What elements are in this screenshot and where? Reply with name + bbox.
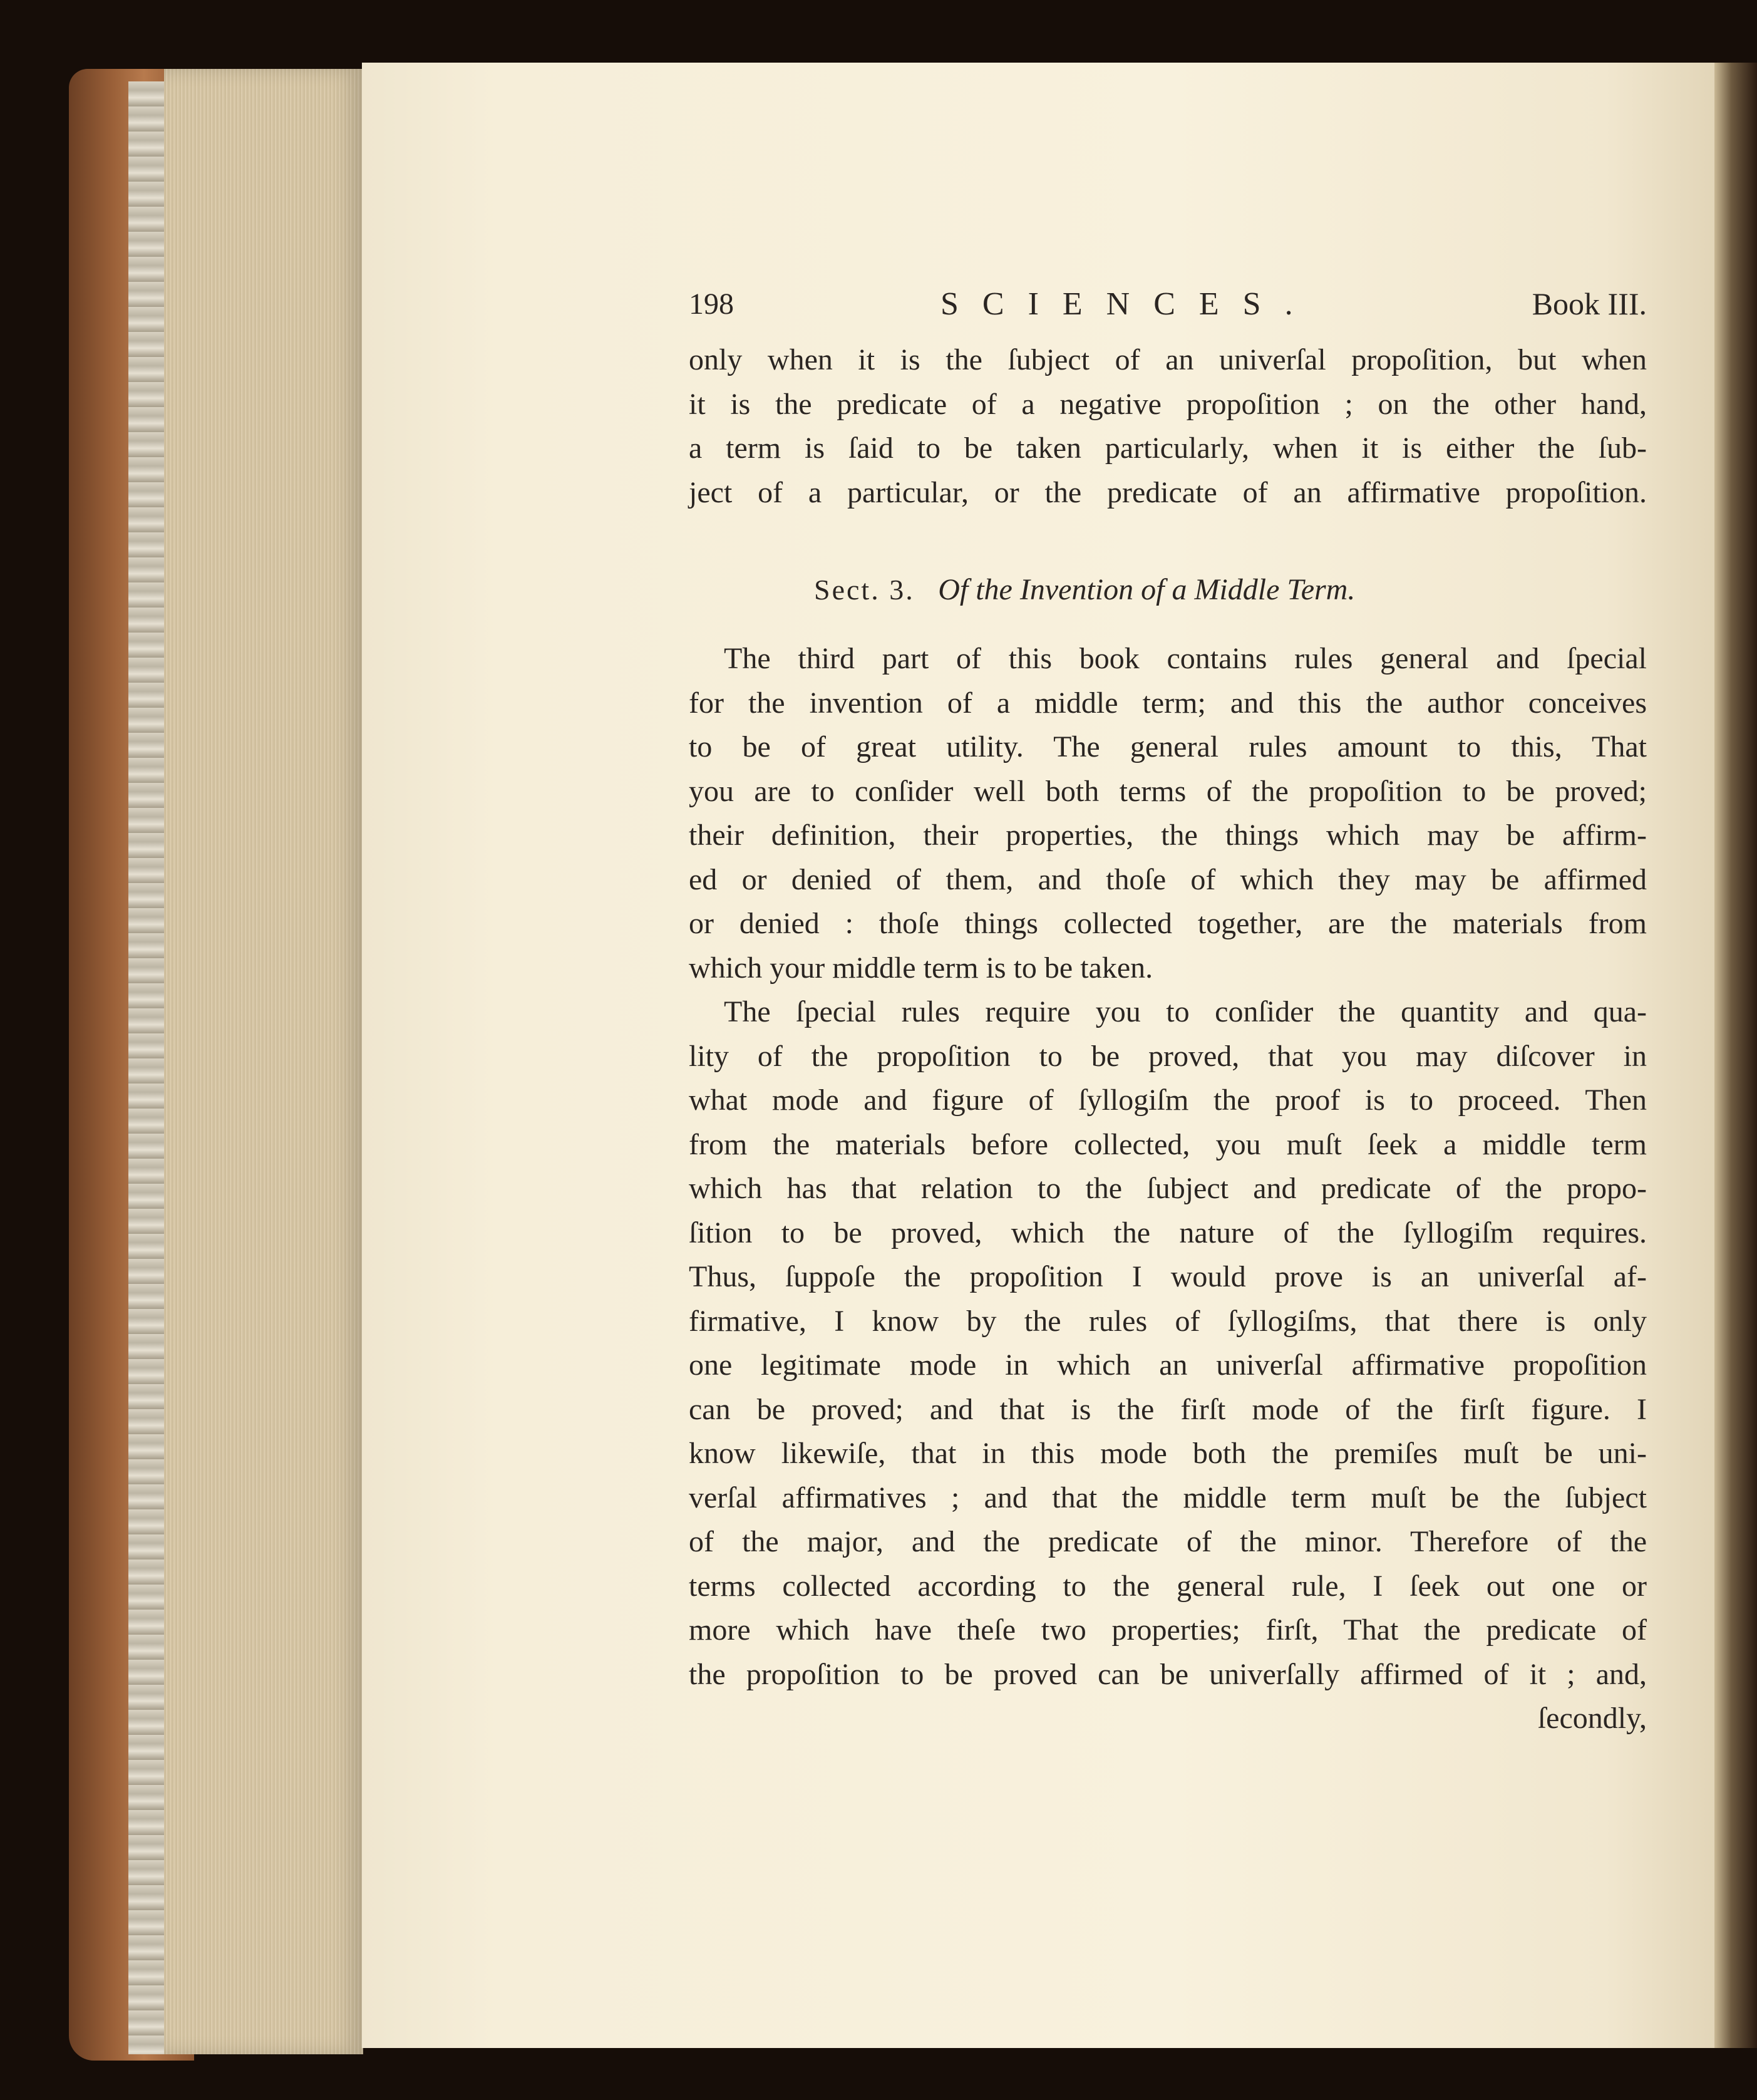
running-header — [689, 269, 1647, 338]
text-line: of the major, and the predicate of the minor. Therefore of the — [689, 1525, 1647, 1558]
text-line: you are to conſider well both terms of the propoſition to be proved; — [689, 774, 1647, 808]
text-line: ed or denied of them, and thoſe of which they may be affirmed — [689, 862, 1647, 896]
text-line: only when it is the ſubject of an univerſal propoſition, but when — [689, 343, 1647, 376]
section-label: Sect. 3. — [814, 574, 915, 606]
text-line: to be of great utility. The general rules amount to this, That — [689, 730, 1647, 763]
text-line: terms collected according to the general rule, I ſeek out one or — [689, 1569, 1647, 1603]
text-line: which has that relation to the ſubject and predicate of the propo- — [689, 1172, 1647, 1205]
text-line: Thus, ſuppoſe the propoſition I would prove is an univerſal af- — [689, 1260, 1647, 1293]
catchword: ſecondly, — [1537, 1702, 1647, 1735]
running-title: SCIENCES. — [940, 286, 1317, 322]
text-line: their definition, their properties, the things which may be affirm- — [689, 819, 1647, 852]
marbled-endpaper — [128, 81, 166, 2054]
section-heading — [689, 543, 1647, 637]
text-line: The ſpecial rules require you to conſider the quantity and qua- — [724, 995, 1647, 1028]
paragraph-2 — [689, 637, 1647, 990]
text-line: firmative, I know by the rules of ſyllogiſms, that there is only — [689, 1304, 1647, 1338]
page-number: 198 — [689, 287, 734, 321]
page-gutter — [1714, 63, 1757, 2048]
text-line: ject of a particular, or the predicate of an affirmative propoſition. — [689, 475, 1647, 509]
text-line: lity of the propoſition to be proved, that you may diſcover in — [689, 1039, 1647, 1073]
text-line: more which have theſe two properties; firſt, That the predicate of — [689, 1613, 1647, 1647]
text-line: know likewiſe, that in this mode both the premiſes muſt be uni- — [689, 1437, 1647, 1470]
text-line: can be proved; and that is the firſt mode of the firſt figure. I — [689, 1392, 1647, 1426]
text-line: ſition to be proved, which the nature of the ſyllogiſm requires. — [689, 1216, 1647, 1249]
paragraph-3 — [689, 990, 1647, 1697]
text-line: The third part of this book contains rules general and ſpecial — [724, 642, 1647, 675]
section-title: Of the Invention of a Middle Term. — [938, 573, 1356, 606]
text-line: for the invention of a middle term; and this the author conceives — [689, 686, 1647, 720]
page-edges — [164, 69, 363, 2054]
text-line: or denied : thoſe things collected together, are the materials from — [689, 907, 1647, 940]
text-line: what mode and figure of ſyllogiſm the proof is to proceed. Then — [689, 1084, 1647, 1117]
text-line: a term is ſaid to be taken particularly, when it is either the ſub- — [689, 432, 1647, 465]
text-line: one legitimate mode in which an univerſal affirmative propoſition — [689, 1348, 1647, 1382]
text-line: which your middle term is to be taken. — [689, 951, 1153, 985]
page-content — [689, 269, 1647, 1741]
book-label: Book III. — [1532, 286, 1647, 321]
text-line: it is the predicate of a negative propoſition ; on the other hand, — [689, 387, 1647, 421]
text-line: the propoſition to be proved can be univerſally affirmed of it ; and, — [689, 1657, 1647, 1691]
paragraph-1 — [689, 338, 1647, 515]
text-line: verſal affirmatives ; and that the middle term muſt be the ſubject — [689, 1481, 1647, 1514]
text-line: from the materials before collected, you muſt ſeek a middle term — [689, 1127, 1647, 1161]
